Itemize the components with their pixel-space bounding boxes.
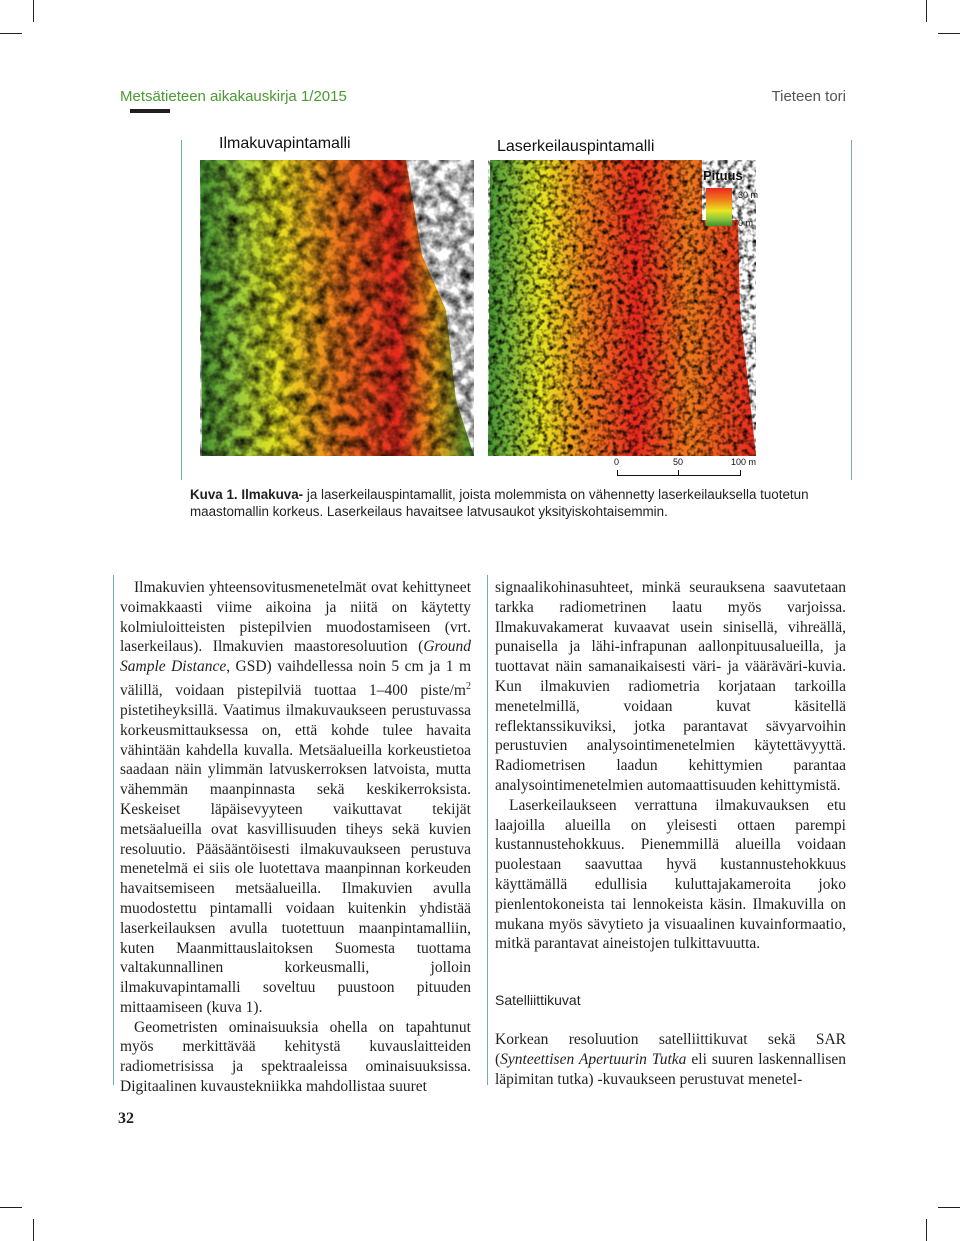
legend-color-ramp (706, 188, 732, 226)
legend-min-label: 0 m (738, 218, 754, 228)
journal-issue: 1/2015 (300, 88, 347, 105)
crop-mark-top-right-v (926, 0, 927, 22)
page-number: 32 (118, 1110, 134, 1127)
crop-mark-top-left-v (33, 0, 34, 22)
left-paragraph-1: Ilmakuvien yhteensovitusmenetelmät ovat kehittyneet voimakkaasti viime aikoina ja niitä on käytetty kolmiuloitteisten pistepilvien muodostamiseen (vrt. laserkeilaus). Ilmakuvien maastoresoluution (Ground Sample Distance, GSD) vaihdellessa noin 5 cm ja 1 m välillä, voidaan pistepilviä tuottaa 1–400 piste/$m^2$ pistetiheyksillä. Vaatimus ilmakuvaukseen perustuvassa korkeusmittauksessa on, että kohde tulee havaita vähintään kahdella kuvalla. Metsäalueilla korkeustietoa saadaan näin ylimmän latvuskerroksen latvoista, mutta vähemmän maanpinnasta sekä keskikerroksista. Keskeiset läpäisevyyteen vaikuttavat tekijät metsäalueilla ovat kasvillisuuden tiheys sekä kuvien resoluutio. Pääsääntöisesti ilmakuvaukseen perustuva menetelmä ei siis ole luotettava maanpinnan korkeuden havaitsemiseen metsäalueilla. Ilmakuvien avulla muodostettu pintamalli voidaan kuitenkin yhdistää laserkeilauksen avulla tuotettuun maanpintamalliin, kuten Maanmittauslaitoksen Suomesta tuottama valtakunnallinen korkeusmalli, jolloin ilmakuvapintamalli soveltuu puustoon pituuden mittaamiseen (kuva 1). (120, 579, 471, 1016)
figure-caption (190, 486, 810, 520)
left-text-column (120, 578, 471, 1097)
running-header-section: Tieteen tori (771, 88, 846, 105)
crop-mark-top-left-h (0, 33, 22, 34)
section-heading-satellite: Satelliittikuvat (495, 992, 581, 1008)
column-line-left (113, 575, 114, 1085)
figure-right-title: Laserkeilauspintamalli (497, 138, 655, 155)
scale-label-100: 100 m (731, 457, 757, 467)
legend-max-label: 30 m (738, 190, 759, 200)
scale-bar (617, 470, 741, 476)
journal-name: Metsätieteen aikakauskirja (120, 88, 297, 105)
scale-bar-mid-tick (678, 470, 679, 475)
figure-left-title: Ilmakuvapintamalli (219, 135, 351, 152)
caption-text: ja laserkeilauspintamallit, joista molemmista on vähennetty laserkeilauksella tuotetun maastomallin korkeus. Laserkeilaus havaitsee latvusaukot yksityiskohtaisemmin. (190, 487, 809, 519)
header-rule (130, 109, 170, 113)
aerial-map-texture (200, 160, 474, 456)
right-paragraph-3: Korkean resoluution satelliittikuvat sekä SAR (Synteettisen Apertuurin Tutka eli suuren laskennallisen läpimitan tutka) -kuvaukseen perustuvat menetel- (495, 1031, 846, 1088)
crop-mark-bottom-right-h (938, 1207, 960, 1208)
left-paragraph-2: Geometristen ominaisuuksia ohella on tapahtunut myös merkittävää kehitystä kuvauslaitteiden radiometrisissa ja spektraaleissa ominaisuuksissa. Digitaalinen kuvaustekniikka mahdollistaa suuret (120, 1018, 471, 1096)
legend-title: Pituus (703, 168, 743, 183)
crop-mark-bottom-right-v (926, 1219, 927, 1241)
crop-mark-top-right-h (938, 33, 960, 34)
crop-mark-bottom-left-v (33, 1219, 34, 1241)
aerial-surface-model-map (194, 160, 474, 456)
margin-line-right (851, 140, 852, 480)
running-header-journal (120, 88, 347, 105)
right-text-column-continued (495, 1030, 846, 1089)
right-text-column (495, 578, 846, 954)
right-paragraph-2: Laserkeilaukseen verrattuna ilmakuvauksen etu laajoilla alueilla on yleisesti ottaen parempi kustannustehokkuus. Pienemmillä alueilla voidaan puolestaan saavuttaa hyvä kustannustehokkuus käyttämällä edullisia kuluttajakameroita joko pienlentokoneista tai lennokeista käsin. Ilmakuvilla on mukana myös sävytieto ja visuaalinen kuvainformaatio, mitkä parantavat aineistojen tulkittavuutta. (495, 796, 846, 953)
scale-label-0: 0 (614, 457, 620, 467)
scale-label-50: 50 (673, 457, 684, 467)
caption-label: Kuva 1. Ilmakuva- (190, 487, 304, 502)
column-line-mid (487, 575, 488, 1085)
crop-mark-bottom-left-h (0, 1207, 22, 1208)
margin-line-left (181, 140, 182, 480)
right-paragraph-1: signaalikohinasuhteet, minkä seurauksena saavutetaan tarkka radiometrinen laatu myös varjoissa. Ilmakuvakamerat kuvaavat usein sinisellä, vihreällä, punaisella ja lähi-infrapunan aallonpituusalueilla, ja tuottavat näin samanaikaisesti väri- ja vääräväri-kuvia. Kun ilmakuvien radiometria korjataan tarkoilla menetelmillä, voidaan kuvat käsitellä reflektanssikuviksi, jotka parantavat sävyarvoihin perustuvien analysointimenetelmien käytettävyyttä. Radiometrisen laadun kehittymien parantaa analysointimenetelmien automaattisuuden kehittymistä. (495, 579, 846, 794)
